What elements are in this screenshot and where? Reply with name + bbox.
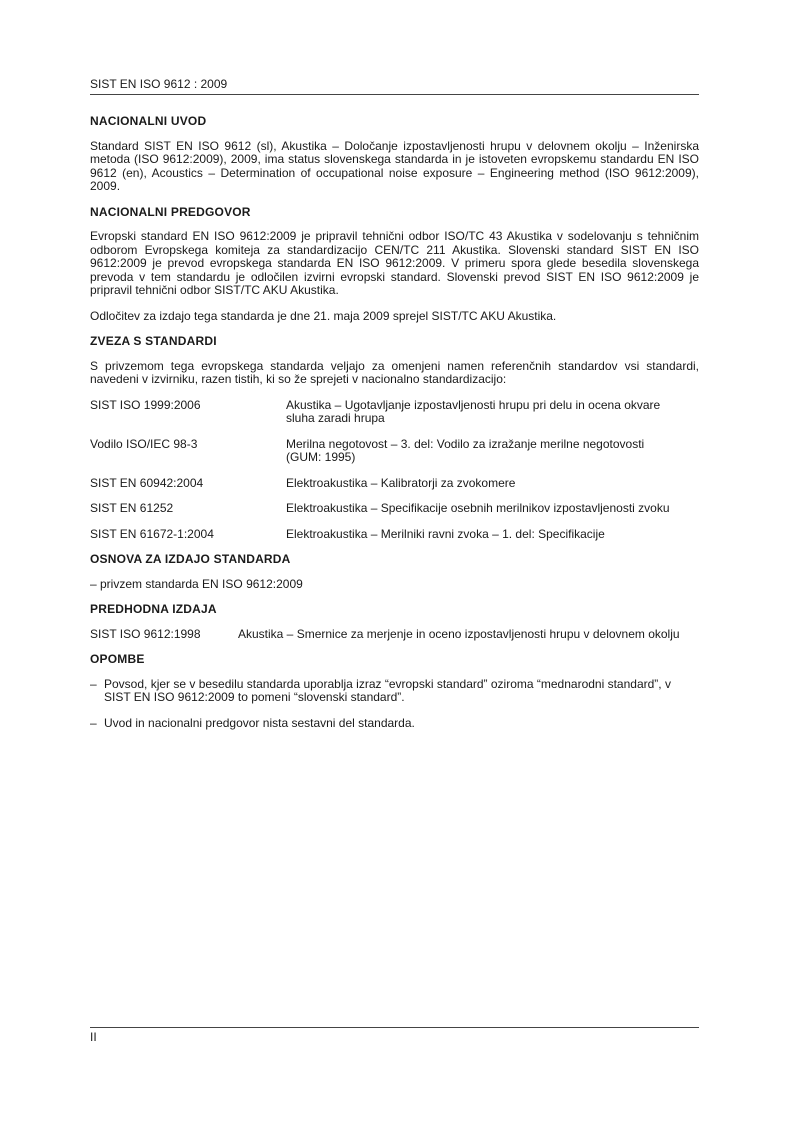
paragraph: Odločitev za izdajo tega standarda je dne 21. maja 2009 sprejel SIST/TC AKU Akustika. (90, 308, 557, 323)
paragraph: Standard SIST EN ISO 9612 (sl), Akustika – Določanje izpostavljenosti hrupu v delovnem okolju – Inženirska metoda (ISO 9612:2009), 2009, ima status slovenskega standarda in je istoveten evropskemu standardu EN ISO 9612 (en), Acoustics – Determination of occupational noise exposure – Engineering method (ISO 9612:2009), 2009. (90, 138, 699, 193)
standard-row (90, 477, 699, 491)
standard-title: Merilna negotovost – 3. del: Vodilo za izražanje merilne negotovosti (GUM: 1995) (286, 436, 645, 464)
previous-edition-row (90, 628, 699, 642)
paragraph: S privzemom tega evropskega standarda veljajo za omenjeni namen referenčnih standardov vsi standardi, navedeni v izvirniku, razen tistih, ki so že sprejeti v nacionalno standardizacijo: (90, 358, 699, 386)
section-osnova (90, 553, 699, 591)
section-nacionalni-predgovor (90, 206, 699, 324)
section-heading: ZVEZA S STANDARDI (90, 334, 217, 348)
running-header (90, 77, 699, 95)
section-opombe (90, 653, 699, 730)
list-item (90, 717, 699, 731)
page-content (90, 115, 699, 742)
previous-edition-title: Akustika – Smernice za merjenje in oceno izpostavljenosti hrupu v delovnem okolju (238, 626, 680, 641)
section-heading: PREDHODNA IZDAJA (90, 602, 217, 616)
standard-title: Akustika – Ugotavljanje izpostavljenosti hrupu pri delu in ocena okvare sluha zaradi hrupa (286, 397, 661, 425)
section-heading: OSNOVA ZA IZDAJO STANDARDA (90, 552, 291, 566)
page-number: II (90, 1030, 97, 1044)
standard-code: SIST EN 60942:2004 (90, 475, 204, 490)
standard-row (90, 399, 699, 426)
standard-row (90, 438, 699, 465)
standard-title: Elektroakustika – Kalibratorji za zvokomere (286, 475, 516, 490)
dash-bullet: – (90, 715, 97, 730)
section-heading: NACIONALNI UVOD (90, 114, 207, 128)
standard-row (90, 528, 699, 542)
notes-list (90, 678, 699, 731)
standard-code: Vodilo ISO/IEC 98-3 (90, 436, 198, 451)
standard-code: SIST EN 61252 (90, 501, 174, 515)
standard-row (90, 502, 699, 516)
standard-code: SIST EN 61672-1:2004 (90, 526, 214, 541)
standard-code: SIST ISO 1999:2006 (90, 397, 201, 412)
running-title: SIST EN ISO 9612 : 2009 (90, 77, 228, 91)
page-footer (90, 1027, 699, 1044)
standard-title: Elektroakustika – Specifikacije osebnih merilnikov izpostavljenosti zvoku (286, 501, 670, 515)
previous-edition-code: SIST ISO 9612:1998 (90, 626, 201, 641)
section-heading: NACIONALNI PREDGOVOR (90, 204, 251, 219)
note-text: Uvod in nacionalni predgovor nista sestavni del standarda. (104, 715, 415, 730)
section-zveza-s-standardi (90, 335, 699, 541)
dash-bullet: – (90, 676, 97, 691)
section-heading: OPOMBE (90, 652, 145, 666)
section-predhodna-izdaja (90, 603, 699, 641)
list-item (90, 678, 699, 705)
standard-title: Elektroakustika – Merilniki ravni zvoka – 1. del: Specifikacije (286, 526, 605, 541)
note-text: Povsod, kjer se v besedilu standarda uporablja izraz “evropski standard” oziroma “mednarodni standard”, v SIST EN ISO 9612:2009 to pomeni “slovenski standard”. (104, 676, 671, 704)
paragraph: – privzem standarda EN ISO 9612:2009 (90, 576, 303, 591)
section-nacionalni-uvod (90, 115, 699, 194)
paragraph: Evropski standard EN ISO 9612:2009 je pripravil tehnični odbor ISO/TC 43 Akustika v sodelovanju s tehničnim odborom Evropskega komiteja za standardizacijo CEN/TC 211 Akustika. Slovenski standard SIST EN ISO 9612:2009 je prevod evropskega standarda EN ISO 9612:2009. V primeru spora glede besedila slovenskega prevoda v tem standardu je odločilen izvirni evropski standard. Slovenski prevod SIST EN ISO 9612:2009 je pripravil tehnični odbor SIST/TC AKU Akustika. (90, 229, 699, 297)
